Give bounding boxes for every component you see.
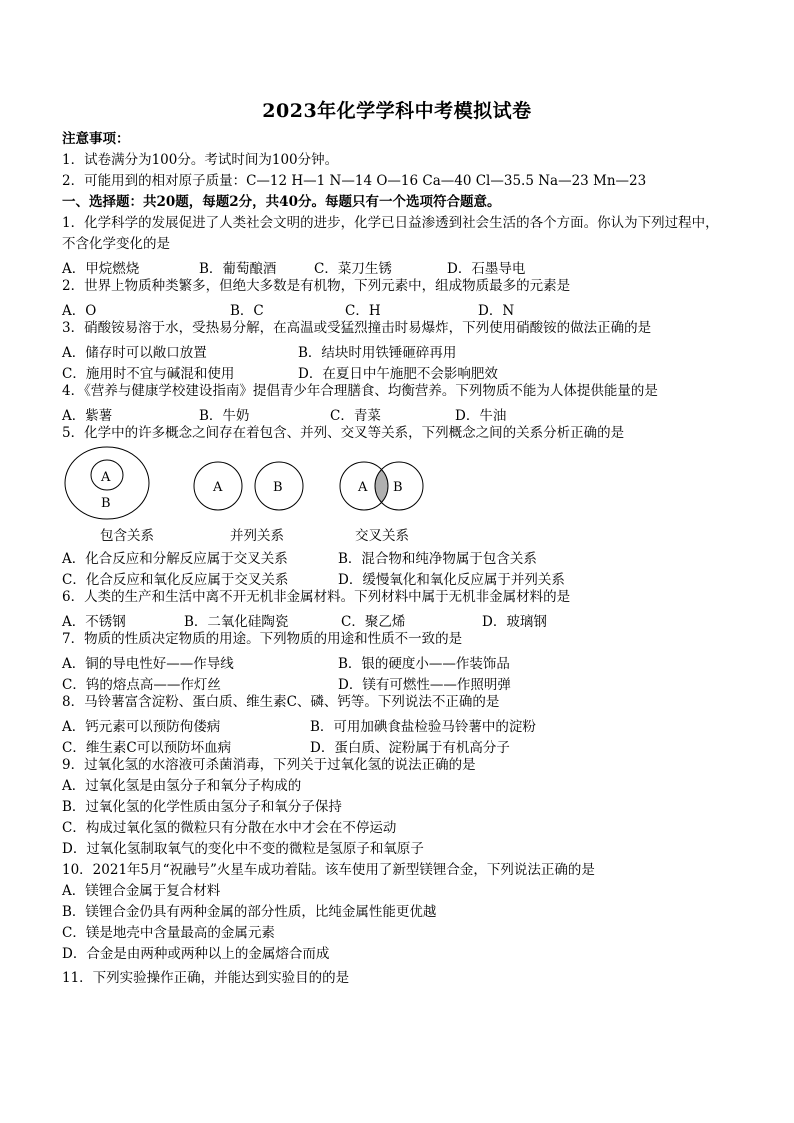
q8-option-d: D．蛋白质、淀粉属于有机高分子: [310, 740, 510, 756]
notice-item-1: 1．试卷满分为100分。考试时间为100分钟。: [62, 152, 339, 168]
notice-item-2: 2．可能用到的相对原子质量：C—12 H—1 N—14 O—16 Ca—40 Cl—35.5 Na—23 Mn—23: [62, 173, 647, 189]
q3-option-d: D．在夏日中午施肥不会影响肥效: [298, 366, 498, 382]
q4-options: [62, 404, 762, 422]
containment-label-a: A: [101, 470, 111, 485]
caption-intersection: 交叉关系: [355, 528, 409, 544]
caption-containment: 包含关系: [100, 528, 154, 544]
q1-option-d: D．石墨导电: [447, 261, 526, 277]
q3-option-a: A．储存时可以敞口放置: [62, 345, 207, 361]
parallel-label-a: A: [213, 480, 223, 495]
q10-option-c: C．镁是地壳中含量最高的金属元素: [62, 925, 275, 941]
q2-option-b: B．C: [230, 303, 264, 319]
q8-options-row2: [62, 736, 762, 754]
q3-option-c: C．施用时不宜与碱混和使用: [62, 366, 235, 382]
q7-options-row2: [62, 673, 762, 691]
q6-stem: 6．人类的生产和生活中离不开无机非金属材料。下列材料中属于无机非金属材料的是: [62, 589, 571, 605]
q9-stem: 9．过氧化氢的水溶液可杀菌消毒，下列关于过氧化氢的说法正确的是: [62, 757, 476, 773]
notice-heading: 注意事项：: [62, 131, 130, 147]
q7-option-d: D．镁有可燃性——作照明弹: [338, 677, 511, 693]
q5-options-row1: [62, 547, 762, 565]
q2-options: [62, 299, 762, 317]
q4-option-c: C．青菜: [330, 408, 381, 424]
q8-stem: 8．马铃薯富含淀粉、蛋白质、维生素C、磷、钙等。下列说法不正确的是: [62, 694, 500, 710]
q6-option-a: A．不锈钢: [62, 614, 126, 630]
q6-option-b: B．二氧化硅陶瓷: [184, 614, 289, 630]
q11-stem: 11．下列实验操作正确，并能达到实验目的的是: [62, 970, 350, 986]
relation-diagram: [60, 444, 440, 524]
q7-stem: 7．物质的性质决定物质的用途。下列物质的用途和性质不一致的是: [62, 631, 463, 647]
containment-label-b: B: [101, 496, 111, 511]
q1-option-b: B．葡萄酿酒: [199, 261, 277, 277]
q8-option-c: C．维生素C可以预防坏血病: [62, 740, 232, 756]
q4-option-b: B．牛奶: [199, 408, 250, 424]
q1-stem-line1: 1．化学科学的发展促进了人类社会文明的进步，化学已日益渗透到社会生活的各个方面。你认为下列过程中，: [62, 215, 719, 231]
q4-option-a: A．紫薯: [62, 408, 113, 424]
q8-option-a: A．钙元素可以预防佝偻病: [62, 719, 221, 735]
q10-stem: 10．2021年5月“祝融号”火星车成功着陆。该车使用了新型镁锂合金，下列说法正确的是: [62, 862, 595, 878]
q4-option-d: D．牛油: [455, 408, 507, 424]
intersection-label-a: A: [358, 480, 368, 495]
q7-option-a: A．铜的导电性好——作导线: [62, 656, 234, 672]
parallel-label-b: B: [273, 480, 283, 495]
q4-stem: 4．《营养与健康学校建设指南》提倡青少年合理膳食、均衡营养。下列物质不能为人体提供能量的是: [62, 383, 658, 399]
q7-option-b: B．银的硬度小——作装饰品: [338, 656, 510, 672]
q7-options-row1: [62, 652, 762, 670]
q5-option-d: D．缓慢氧化和氧化反应属于并列关系: [338, 572, 565, 588]
q9-option-d: D．过氧化氢制取氧气的变化中不变的微粒是氢原子和氧原子: [62, 841, 424, 857]
q5-stem: 5．化学中的许多概念之间存在着包含、并列、交叉等关系，下列概念之间的关系分析正确的是: [62, 425, 625, 441]
q2-option-d: D．N: [478, 303, 515, 319]
q5-option-c: C．化合反应和氧化反应属于交叉关系: [62, 572, 289, 588]
q1-option-c: C．菜刀生锈: [314, 261, 392, 277]
q3-option-b: B．结块时用铁锤砸碎再用: [298, 345, 457, 361]
q9-option-a: A．过氧化氢是由氢分子和氧分子构成的: [62, 778, 302, 794]
q8-option-b: B．可用加碘食盐检验马铃薯中的淀粉: [310, 719, 536, 735]
q8-options-row1: [62, 715, 762, 733]
q5-option-b: B．混合物和纯净物属于包含关系: [338, 551, 537, 567]
q3-options-row2: [62, 362, 762, 380]
q10-option-a: A．镁锂合金属于复合材料: [62, 883, 221, 899]
q5-option-a: A．化合反应和分解反应属于交叉关系: [62, 551, 288, 567]
q6-option-c: C．聚乙烯: [341, 614, 406, 630]
q5-options-row2: [62, 568, 762, 586]
q9-option-c: C．构成过氧化氢的微粒只有分散在水中才会在不停运动: [62, 820, 397, 836]
q9-option-b: B．过氧化氢的化学性质由氢分子和氧分子保持: [62, 799, 342, 815]
exam-title: 2023年化学学科中考模拟试卷: [262, 100, 532, 122]
q3-options-row1: [62, 341, 762, 359]
q1-options: [62, 257, 762, 275]
q2-option-c: C．H: [345, 303, 381, 319]
q6-options: [62, 610, 762, 628]
intersection-label-b: B: [393, 480, 403, 495]
q10-option-b: B．镁锂合金仍具有两种金属的部分性质，比纯金属性能更优越: [62, 904, 437, 920]
section-heading: 一、选择题：共20题，每题2分，共40分。每题只有一个选项符合题意。: [62, 194, 501, 210]
q7-option-c: C．钨的熔点高——作灯丝: [62, 677, 221, 693]
q3-stem: 3．硝酸铵易溶于水，受热易分解，在高温或受猛烈撞击时易爆炸，下列使用硝酸铵的做法正确的是: [62, 320, 652, 336]
q1-option-a: A．甲烷燃烧: [62, 261, 140, 277]
q6-option-d: D．玻璃钢: [482, 614, 547, 630]
q10-option-d: D．合金是由两种或两种以上的金属熔合而成: [62, 946, 330, 962]
q2-stem: 2．世界上物质种类繁多，但绝大多数是有机物，下列元素中，组成物质最多的元素是: [62, 278, 571, 294]
caption-parallel: 并列关系: [230, 528, 284, 544]
q2-option-a: A．O: [62, 303, 97, 319]
q1-stem-line2: 不含化学变化的是: [62, 236, 170, 252]
